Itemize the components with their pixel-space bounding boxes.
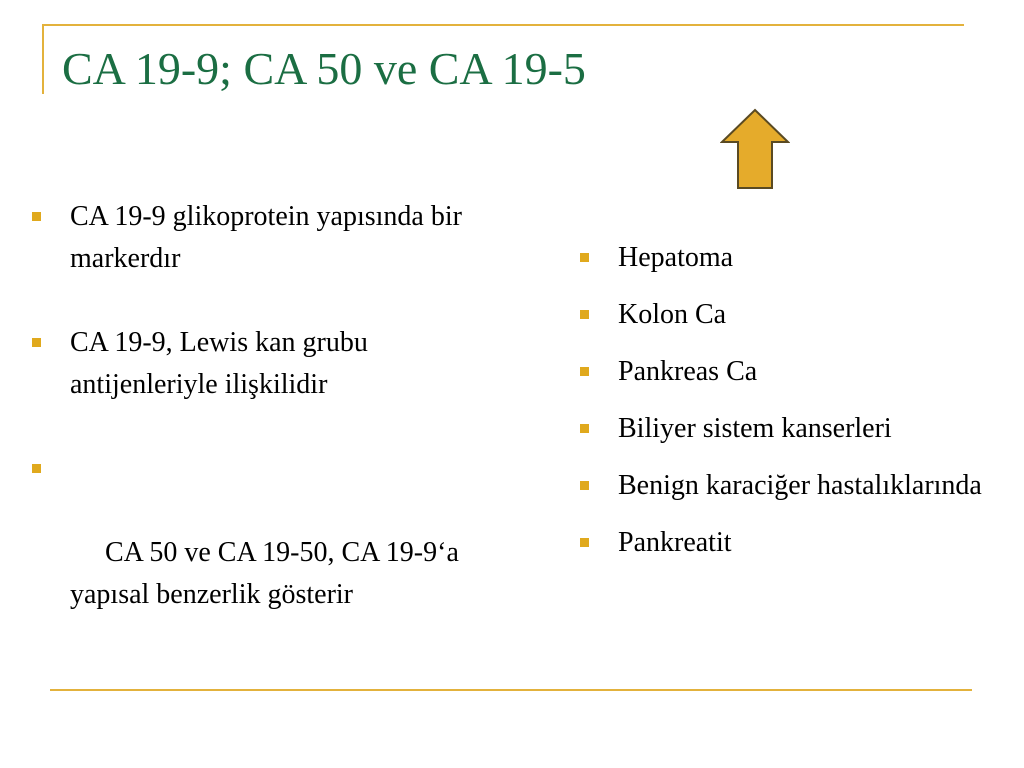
list-item-text: Biliyer sistem kanserleri	[618, 413, 892, 444]
square-bullet-icon	[580, 253, 589, 262]
left-bullet-list	[30, 196, 490, 700]
square-bullet-icon	[580, 424, 589, 433]
square-bullet-icon	[32, 338, 41, 347]
up-arrow-icon	[720, 108, 790, 192]
list-item	[30, 196, 490, 280]
square-bullet-icon	[580, 310, 589, 319]
square-bullet-icon	[32, 212, 41, 221]
frame-bottom-rule	[50, 689, 972, 691]
list-item-text: CA 19-9, Lewis kan grubu antijenleriyle ilişkilidir	[70, 327, 368, 400]
list-item	[578, 292, 998, 338]
right-bullet-list	[578, 235, 998, 577]
list-item-text: Kolon Ca	[618, 299, 727, 330]
frame-left-rule	[42, 24, 44, 94]
list-item-text: Benign karaciğer hastalıklarında	[618, 470, 982, 501]
list-item-text: CA 50 ve CA 19-50, CA 19-9‘a yapısal benzerlik gösterir	[70, 537, 466, 610]
list-item	[578, 463, 998, 509]
square-bullet-icon	[580, 538, 589, 547]
square-bullet-icon	[580, 481, 589, 490]
list-item	[578, 349, 998, 395]
list-item	[30, 448, 490, 658]
list-item-text: CA 19-9 glikoprotein yapısında bir markerdır	[70, 201, 462, 274]
square-bullet-icon	[580, 367, 589, 376]
list-item-text: Pankreas Ca	[618, 356, 758, 387]
list-item-text: Pankreatit	[618, 527, 732, 558]
list-item	[578, 520, 998, 566]
list-item	[578, 406, 998, 452]
slide-title: CA 19-9; CA 50 ve CA 19-5	[62, 43, 586, 94]
frame-top-rule	[42, 24, 964, 26]
list-item	[578, 235, 998, 281]
list-item-text: Hepatoma	[618, 242, 734, 273]
square-bullet-icon	[32, 464, 41, 473]
list-item	[30, 322, 490, 406]
